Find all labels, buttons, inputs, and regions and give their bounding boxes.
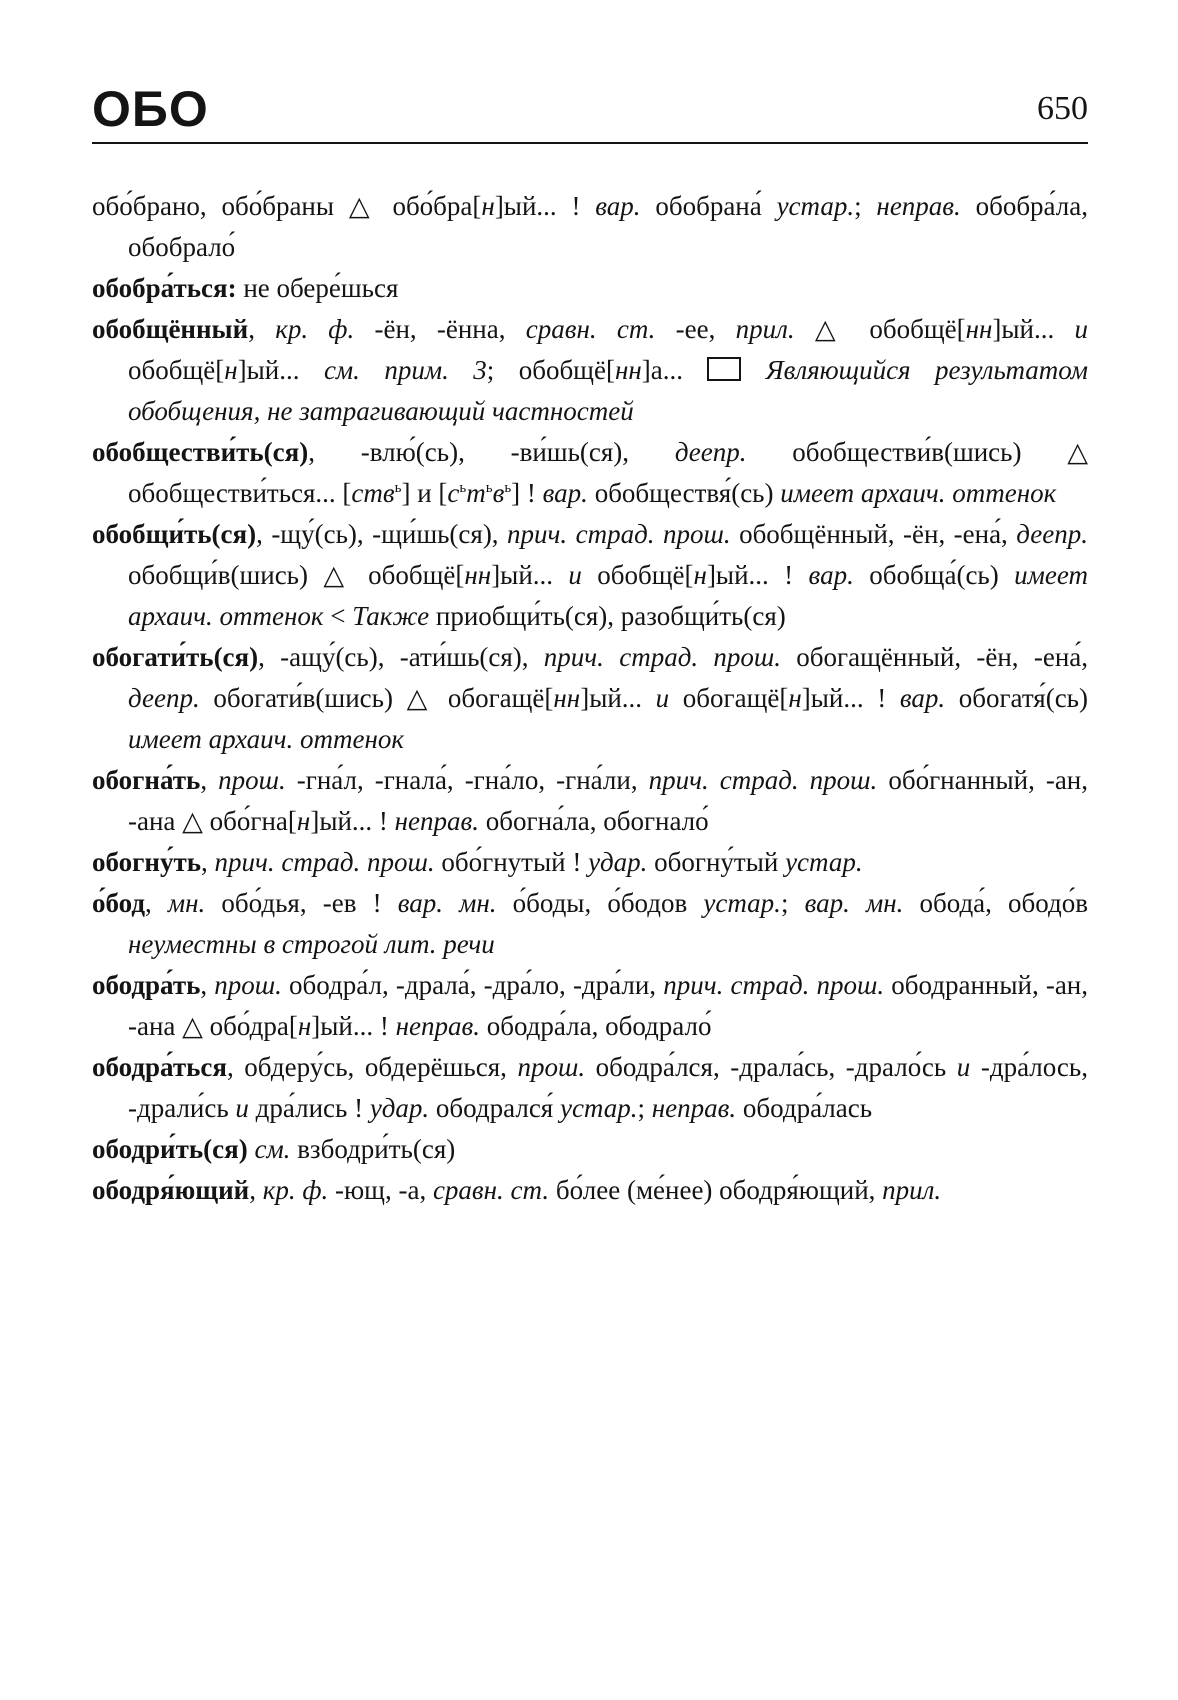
italic-label: неправ.	[651, 1093, 737, 1123]
italic-label: имеет архаич. оттенок	[780, 478, 1057, 508]
entry-text: ободранный, -ан, -ана △ обо́дра[	[128, 970, 1089, 1041]
entry-text: обогатя́(сь)	[945, 683, 1088, 713]
entry-text: ободра́лась	[736, 1093, 873, 1123]
entry-text: ь	[459, 480, 467, 496]
entry-text: обобщё[	[128, 355, 225, 385]
headword: обобра́ться:	[92, 273, 237, 303]
italic-label: Также	[352, 601, 430, 631]
italic-label: сравн. ст.	[525, 314, 656, 344]
entry-text: обогну́тый	[647, 847, 786, 877]
italic-label: Являющийся результатом обобщения, не затрагивающий частностей	[128, 355, 1089, 426]
dictionary-entry	[92, 965, 1088, 1047]
entry-text: обо́гнутый !	[434, 847, 589, 877]
italic-label: вар.	[595, 191, 641, 221]
entry-text: ]а...	[641, 355, 708, 385]
italic-label: прич. страд. прош.	[214, 847, 435, 877]
entry-text: приобщи́ть(ся), разобщи́ть(ся)	[429, 601, 786, 631]
headword: обобществи́ть(ся)	[92, 437, 309, 467]
dictionary-entry	[92, 268, 1088, 309]
entry-text: <	[323, 601, 353, 631]
entry-text: ] !	[511, 478, 543, 508]
entry-text: ь	[394, 480, 402, 496]
italic-label: в	[492, 478, 505, 508]
entry-text: обобщённый, -ён, -ена́,	[730, 519, 1017, 549]
italic-label: деепр.	[1016, 519, 1088, 549]
dictionary-entry	[92, 1129, 1088, 1170]
entry-text: ]ый... !	[494, 191, 596, 221]
entry-text: -гна́л, -гнала́, -гна́ло, -гна́ли,	[285, 765, 649, 795]
entry-text: , -щу́(сь), -щи́шь(ся),	[256, 519, 508, 549]
entry-text: обогати́в(шись) △ обогащё[	[199, 683, 554, 713]
italic-label: прош.	[517, 1052, 586, 1082]
italic-label: нн	[464, 560, 492, 590]
headword: обобщи́ть(ся)	[92, 519, 257, 549]
entry-text: ободрался́	[429, 1093, 560, 1123]
entry-text: -ён, -ённа,	[354, 314, 526, 344]
italic-label: неправ.	[394, 806, 480, 836]
italic-label: см. прим. 3	[323, 355, 487, 385]
entry-text: обогащённый, -ён, -ена́,	[781, 642, 1088, 672]
italic-label: ств	[351, 478, 395, 508]
italic-label: т	[466, 478, 486, 508]
dictionary-entry	[92, 1170, 1088, 1211]
entry-text: ,	[200, 765, 219, 795]
dictionary-entry	[92, 883, 1088, 965]
entry-text: ,	[249, 1175, 263, 1205]
italic-label: неуместны в строгой лит. речи	[128, 929, 495, 959]
entry-text: ]ый... !	[311, 1011, 396, 1041]
dictionary-entries	[92, 186, 1088, 1211]
italic-label: прич. страд. прош.	[663, 970, 885, 1000]
entry-text: обо́дья, -ев !	[205, 888, 398, 918]
entry-text: , -влю́(сь), -ви́шь(ся),	[308, 437, 675, 467]
italic-label: с	[447, 478, 460, 508]
entry-text: о́боды, о́бодов	[496, 888, 704, 918]
entry-text: взбодри́ть(ся)	[290, 1134, 456, 1164]
entry-text: ,	[201, 847, 215, 877]
entry-text: обо́брано, обо́браны △ обо́бра[	[92, 191, 482, 221]
entry-text: ь	[485, 480, 493, 496]
headword: обобщённый	[92, 314, 249, 344]
italic-label: вар. мн.	[804, 888, 904, 918]
italic-label: см.	[254, 1134, 291, 1164]
entry-text: ]ый... !	[310, 806, 395, 836]
dictionary-entry	[92, 637, 1088, 760]
italic-label: неправ.	[395, 1011, 480, 1041]
entry-text: -ющ, -а,	[328, 1175, 433, 1205]
entry-text: -ее,	[655, 314, 736, 344]
headword: обогну́ть	[92, 847, 202, 877]
entry-text: обобществи́в(шись) △ обобществи́ться... [	[128, 437, 1088, 508]
italic-label: прил.	[735, 314, 795, 344]
running-head-word: ОБО	[92, 81, 209, 137]
headword: обогна́ть	[92, 765, 201, 795]
italic-label: прич. страд. прош.	[648, 765, 878, 795]
entry-text: обода́, ободо́в	[903, 888, 1088, 918]
entry-text: ]ый... !	[801, 683, 900, 713]
italic-label: устар.	[776, 191, 855, 221]
entry-text: дра́лись !	[248, 1093, 370, 1123]
entry-text: обобща́(сь)	[853, 560, 1015, 590]
dictionary-entry	[92, 432, 1088, 514]
italic-label: и	[956, 1052, 971, 1082]
entry-text: ободра́лся, -драла́сь, -драло́сь	[585, 1052, 957, 1082]
italic-label: нн	[614, 355, 642, 385]
entry-text: ]ый... !	[706, 560, 809, 590]
italic-label: прош.	[214, 970, 282, 1000]
entry-text: ]ый...	[992, 314, 1075, 344]
italic-label: н	[788, 683, 802, 713]
headword: ободри́ть(ся)	[92, 1134, 248, 1164]
dictionary-entry	[92, 514, 1088, 637]
italic-label: устар.	[703, 888, 781, 918]
entry-text: ,	[248, 314, 276, 344]
italic-label: мн.	[167, 888, 206, 918]
headword: ободря́ющий	[92, 1175, 250, 1205]
italic-label: деепр.	[128, 683, 200, 713]
italic-label: н	[693, 560, 707, 590]
dictionary-entry	[92, 842, 1088, 883]
entry-text: обогащё[	[669, 683, 789, 713]
entry-text: ;	[854, 191, 877, 221]
entry-text: , -ащу́(сь), -ати́шь(ся),	[258, 642, 544, 672]
entry-text: ]ый...	[491, 560, 569, 590]
page-number: 650	[1037, 90, 1088, 127]
italic-label: прош.	[218, 765, 286, 795]
italic-label: и	[235, 1093, 249, 1123]
entry-text: ;	[637, 1093, 652, 1123]
italic-label: вар.	[808, 560, 854, 590]
italic-label: кр. ф.	[262, 1175, 329, 1205]
italic-label: н	[481, 191, 495, 221]
italic-label: и	[568, 560, 582, 590]
entry-text: ,	[200, 970, 215, 1000]
header-rule	[92, 142, 1088, 144]
italic-label: устар.	[785, 847, 863, 877]
entry-text: ь	[504, 480, 512, 496]
dictionary-entry	[92, 1047, 1088, 1129]
dictionary-entry	[92, 760, 1088, 842]
dictionary-entry	[92, 186, 1088, 268]
entry-text: ободра́ла, ободрало́	[479, 1011, 712, 1041]
entry-text: ;	[780, 888, 805, 918]
italic-label: вар. мн.	[397, 888, 497, 918]
entry-text: обобщё[	[581, 560, 694, 590]
italic-label: сравн. ст.	[432, 1175, 550, 1205]
italic-label: н	[296, 806, 311, 836]
entry-text: ]ый...	[237, 355, 324, 385]
italic-label: удар.	[369, 1093, 430, 1123]
entry-text: не обере́шься	[236, 273, 399, 303]
italic-label: и	[1074, 314, 1088, 344]
entry-text: , обдеру́сь, обдерёшься,	[226, 1052, 518, 1082]
italic-label: устар.	[559, 1093, 638, 1123]
italic-label: и	[655, 683, 670, 713]
entry-text: бо́лее (ме́нее) ободря́ющий,	[549, 1175, 883, 1205]
entry-text: обобщи́в(шись) △ обобщё[	[128, 560, 465, 590]
italic-label: вар.	[899, 683, 946, 713]
italic-label: удар.	[588, 847, 648, 877]
headword: ободра́ться	[92, 1052, 227, 1082]
dictionary-entry	[92, 309, 1088, 432]
headword: о́бод	[92, 888, 146, 918]
entry-text: ,	[145, 888, 168, 918]
entry-text: обобра́ла, обобрало́	[128, 191, 1088, 262]
entry-text: △ обобщё[	[794, 314, 966, 344]
italic-label: деепр.	[674, 437, 747, 467]
entry-text: обогна́ла, обогнало́	[479, 806, 709, 836]
entry-text: ободра́л, -драла́, -дра́ло, -дра́ли,	[281, 970, 664, 1000]
entry-text: ] и [	[401, 478, 448, 508]
italic-label: нн	[965, 314, 993, 344]
italic-label: имеет архаич. оттенок	[128, 724, 405, 754]
italic-label: имеет архаич. оттенок	[128, 560, 1088, 631]
entry-text: -дра́лось, -драли́сь	[128, 1052, 1088, 1123]
entry-text: обобществя́(сь)	[587, 478, 781, 508]
entry-text: обо́гнанный, -ан, -ана △ обо́гна[	[128, 765, 1089, 836]
italic-label: н	[297, 1011, 312, 1041]
headword: ободра́ть	[92, 970, 201, 1000]
italic-label: нн	[553, 683, 581, 713]
page-header	[92, 80, 1088, 140]
entry-text: ]ый...	[580, 683, 656, 713]
entry-text: обобрана́	[640, 191, 777, 221]
italic-label: прич. страд. прош.	[507, 519, 731, 549]
italic-label: кр. ф.	[275, 314, 355, 344]
entry-text: ; обобщё[	[486, 355, 615, 385]
italic-label: прил.	[882, 1175, 942, 1205]
italic-label: неправ.	[876, 191, 961, 221]
definition-box-icon	[707, 357, 741, 381]
italic-label: прич. страд. прош.	[543, 642, 782, 672]
headword: обогати́ть(ся)	[92, 642, 259, 672]
italic-label: вар.	[542, 478, 588, 508]
italic-label: н	[224, 355, 238, 385]
